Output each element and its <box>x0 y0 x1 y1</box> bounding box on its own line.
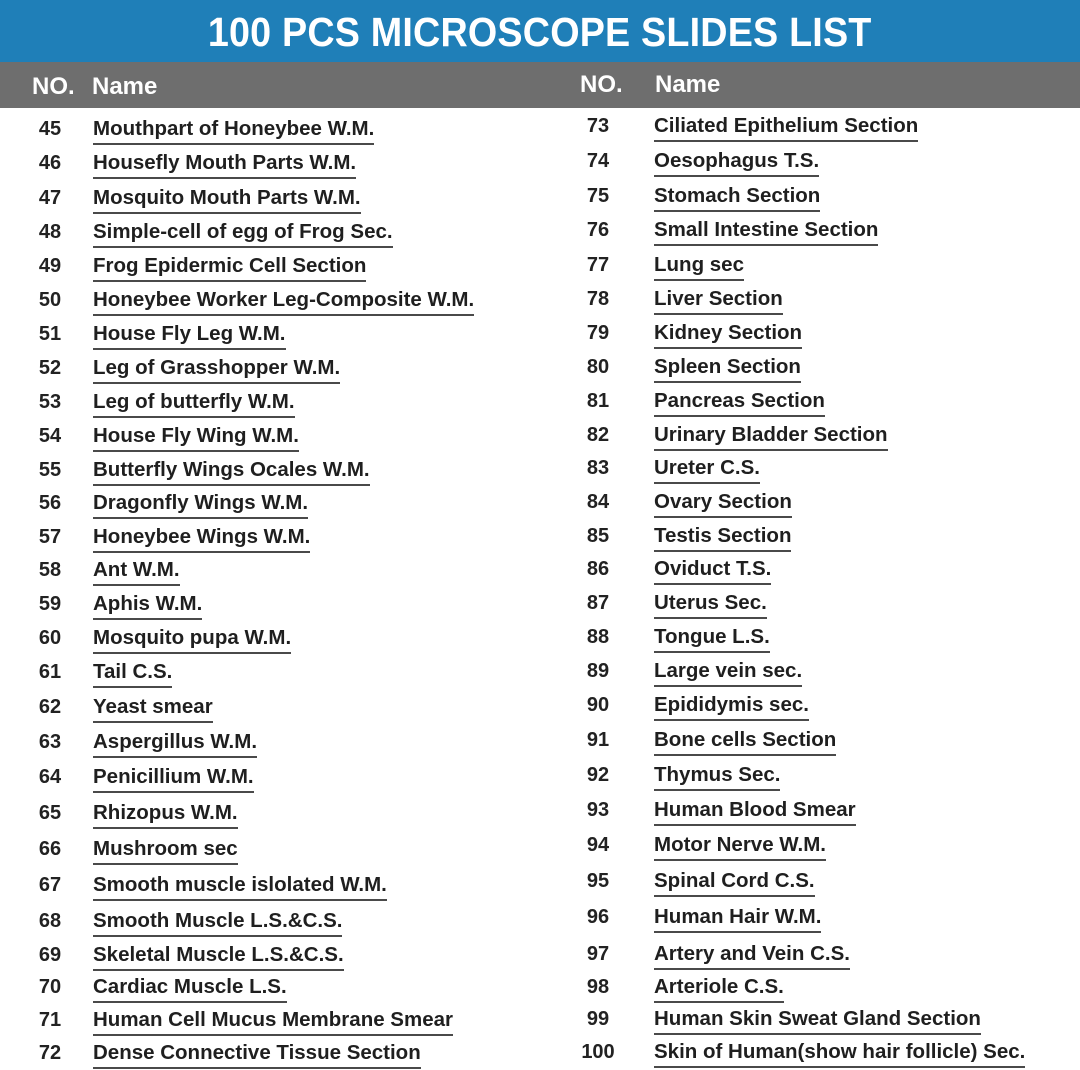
list-item <box>0 904 1080 934</box>
slide-number: 46 <box>38 152 62 174</box>
slide-name: Mouthpart of Honeybee W.M. <box>93 116 374 145</box>
slide-name: Thymus Sec. <box>654 762 780 791</box>
slide-number: 95 <box>586 870 610 892</box>
list-item <box>0 692 1080 722</box>
slide-number: 76 <box>586 219 610 241</box>
slide-number: 88 <box>586 626 610 648</box>
list-item <box>0 388 1080 418</box>
slide-name: Human Skin Sweat Gland Section <box>654 1006 981 1035</box>
slide-name: Uterus Sec. <box>654 590 767 619</box>
list-item <box>0 354 1080 384</box>
slide-name: Human Blood Smear <box>654 797 856 826</box>
list-item <box>0 762 1080 792</box>
slide-name: Smooth muscle islolated W.M. <box>93 872 387 901</box>
slide-number: 54 <box>38 425 62 447</box>
slide-number: 96 <box>586 906 610 928</box>
slide-name: Tongue L.S. <box>654 624 770 653</box>
slide-name: Smooth Muscle L.S.&C.S. <box>93 908 342 937</box>
slide-name: Yeast smear <box>93 694 213 723</box>
slide-name: Dense Connective Tissue Section <box>93 1040 421 1069</box>
slide-name: Artery and Vein C.S. <box>654 941 850 970</box>
slide-number: 69 <box>38 944 62 966</box>
slide-number: 99 <box>586 1008 610 1030</box>
slide-number: 70 <box>38 976 62 998</box>
slide-name: Skin of Human(show hair follicle) Sec. <box>654 1039 1025 1068</box>
list-item <box>0 556 1080 586</box>
slide-name: Testis Section <box>654 523 791 552</box>
slide-name: Ovary Section <box>654 489 792 518</box>
slide-name: Small Intestine Section <box>654 217 878 246</box>
slide-name: Leg of butterfly W.M. <box>93 389 295 418</box>
slide-number: 78 <box>586 288 610 310</box>
slide-number: 65 <box>38 802 62 824</box>
slide-number: 85 <box>586 525 610 547</box>
list-item <box>0 320 1080 350</box>
slide-number: 86 <box>586 558 610 580</box>
slide-number: 100 <box>581 1041 615 1063</box>
slide-name: Arteriole C.S. <box>654 974 784 1003</box>
slide-number: 58 <box>38 559 62 581</box>
slide-name: Mosquito pupa W.M. <box>93 625 291 654</box>
slide-number: 59 <box>38 593 62 615</box>
slide-number: 74 <box>586 150 610 172</box>
slide-name: Human Hair W.M. <box>654 904 821 933</box>
slide-name: Butterfly Wings Ocales W.M. <box>93 457 370 486</box>
slide-name: Kidney Section <box>654 320 802 349</box>
slide-number: 63 <box>38 731 62 753</box>
slide-name: Ciliated Epithelium Section <box>654 113 918 142</box>
slide-name: Penicillium W.M. <box>93 764 254 793</box>
list-item <box>0 455 1080 485</box>
slide-name: Honeybee Wings W.M. <box>93 524 310 553</box>
slide-number: 53 <box>38 391 62 413</box>
slide-name: Epididymis sec. <box>654 692 809 721</box>
list-item <box>0 113 1080 143</box>
slide-name: Dragonfly Wings W.M. <box>93 490 308 519</box>
slide-number: 71 <box>38 1009 62 1031</box>
slide-number: 90 <box>586 694 610 716</box>
list-item <box>0 590 1080 620</box>
list-item <box>0 286 1080 316</box>
slide-name: House Fly Leg W.M. <box>93 321 286 350</box>
slide-number: 64 <box>38 766 62 788</box>
slide-name: Spleen Section <box>654 354 801 383</box>
slide-number: 49 <box>38 255 62 277</box>
slide-name: Motor Nerve W.M. <box>654 832 826 861</box>
slide-number: 62 <box>38 696 62 718</box>
slide-name: Oesophagus T.S. <box>654 148 819 177</box>
list-item <box>0 797 1080 827</box>
slide-number: 72 <box>38 1042 62 1064</box>
slide-number: 98 <box>586 976 610 998</box>
slide-number: 68 <box>38 910 62 932</box>
slide-number: 47 <box>38 187 62 209</box>
slide-number: 67 <box>38 874 62 896</box>
slide-number: 48 <box>38 221 62 243</box>
slide-name: Frog Epidermic Cell Section <box>93 253 366 282</box>
slide-name: Cardiac Muscle L.S. <box>93 974 287 1003</box>
slide-name: Ureter C.S. <box>654 455 760 484</box>
slide-name: Tail C.S. <box>93 659 172 688</box>
list-item <box>0 658 1080 688</box>
slide-name: Honeybee Worker Leg-Composite W.M. <box>93 287 474 316</box>
slide-number: 82 <box>586 424 610 446</box>
list-item <box>0 624 1080 654</box>
slide-number: 52 <box>38 357 62 379</box>
slide-name: Bone cells Section <box>654 727 836 756</box>
slide-name: Stomach Section <box>654 183 820 212</box>
header-name-right: Name <box>655 71 721 98</box>
slide-name: Rhizopus W.M. <box>93 800 238 829</box>
list-item <box>0 148 1080 178</box>
list-item <box>0 727 1080 757</box>
list-item <box>0 422 1080 452</box>
slide-number: 50 <box>38 289 62 311</box>
list-item <box>0 941 1080 971</box>
list-item <box>0 217 1080 247</box>
list-item <box>0 868 1080 898</box>
slide-name: Skeletal Muscle L.S.&C.S. <box>93 942 344 971</box>
slide-number: 73 <box>586 115 610 137</box>
slide-number: 45 <box>38 118 62 140</box>
slide-number: 79 <box>586 322 610 344</box>
list-item <box>0 974 1080 1004</box>
slide-name: Human Cell Mucus Membrane Smear <box>93 1007 453 1036</box>
slide-name: Mushroom sec <box>93 836 238 865</box>
list-item <box>0 1006 1080 1036</box>
slide-number: 51 <box>38 323 62 345</box>
slide-name: Oviduct T.S. <box>654 556 771 585</box>
header-no-right: NO. <box>580 71 623 98</box>
slide-number: 97 <box>586 943 610 965</box>
slide-number: 94 <box>586 834 610 856</box>
slide-number: 61 <box>38 661 62 683</box>
list-item <box>0 183 1080 213</box>
list-item <box>0 523 1080 553</box>
slide-name: Simple-cell of egg of Frog Sec. <box>93 219 393 248</box>
slide-number: 77 <box>586 254 610 276</box>
slide-name: Mosquito Mouth Parts W.M. <box>93 185 361 214</box>
slide-name: Ant W.M. <box>93 557 180 586</box>
list-item <box>0 832 1080 862</box>
list-item <box>0 252 1080 282</box>
list-item <box>0 489 1080 519</box>
slide-number: 91 <box>586 729 610 751</box>
slide-name: Aspergillus W.M. <box>93 729 257 758</box>
page-title: 100 PCS MICROSCOPE SLIDES LIST <box>208 8 872 55</box>
slide-name: Leg of Grasshopper W.M. <box>93 355 340 384</box>
slide-name: Lung sec <box>654 252 744 281</box>
slide-number: 57 <box>38 526 62 548</box>
slide-number: 92 <box>586 764 610 786</box>
slide-number: 89 <box>586 660 610 682</box>
list-item <box>0 1039 1080 1069</box>
slide-name: Liver Section <box>654 286 783 315</box>
slide-number: 60 <box>38 627 62 649</box>
slide-name: Spinal Cord C.S. <box>654 868 815 897</box>
slide-name: Pancreas Section <box>654 388 825 417</box>
slide-name: Urinary Bladder Section <box>654 422 888 451</box>
header-name-left: Name <box>92 73 158 100</box>
slide-number: 84 <box>586 491 610 513</box>
slide-name: Large vein sec. <box>654 658 802 687</box>
slide-number: 75 <box>586 185 610 207</box>
slide-number: 81 <box>586 390 610 412</box>
slide-number: 87 <box>586 592 610 614</box>
slide-number: 56 <box>38 492 62 514</box>
slide-number: 93 <box>586 799 610 821</box>
slide-number: 83 <box>586 457 610 479</box>
slide-number: 66 <box>38 838 62 860</box>
slide-number: 55 <box>38 459 62 481</box>
slide-name: House Fly Wing W.M. <box>93 423 299 452</box>
slide-name: Aphis W.M. <box>93 591 202 620</box>
slide-number: 80 <box>586 356 610 378</box>
header-no-left: NO. <box>32 73 75 100</box>
slide-name: Housefly Mouth Parts W.M. <box>93 150 356 179</box>
